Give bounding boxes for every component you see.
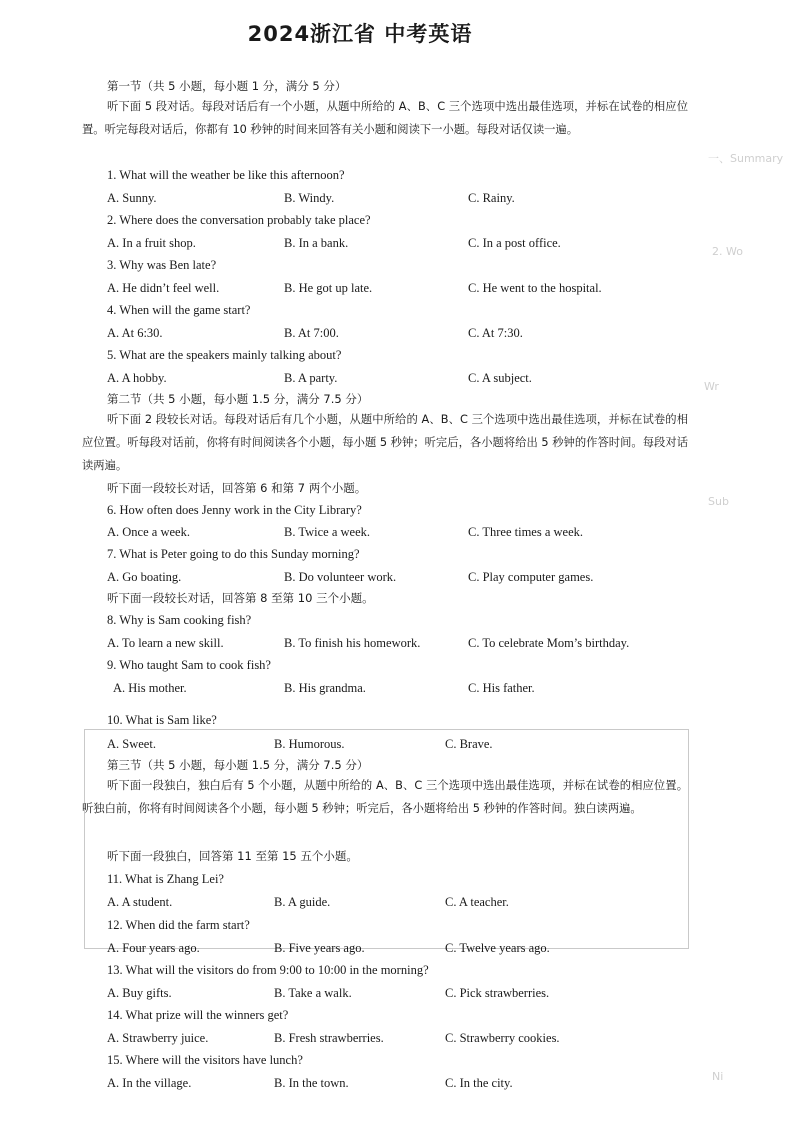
options-7 xyxy=(107,569,707,585)
option-b: B. Do volunteer work. xyxy=(284,570,397,584)
option-a: A. A hobby. xyxy=(107,371,167,385)
option-a: A. Go boating. xyxy=(107,570,182,584)
section-1-instruction: 听下面 5 段对话。每段对话后有一个小题，从题中所给的 A、B、C 三个选项中选出最佳选项，并标在试卷的相应位置。听完每段对话后，你都有 10 秒钟的时间来回答有关小题和阅读下一小题。每段对话仅读一遍。 xyxy=(82,100,688,136)
option-c: C. Strawberry cookies. xyxy=(445,1031,560,1045)
section-3-instruction: 听下面一段独白，独白后有 5 个小题，从题中所给的 A、B、C 三个选项中选出最佳选项，并标在试卷的相应位置。听独白前，你将有时间阅读各个小题，每小题 5 秒钟；听完后，各小题将给出 5 秒钟的作答时间。独白读两遍。 xyxy=(82,779,688,815)
options-14 xyxy=(107,1030,707,1046)
options-5 xyxy=(107,370,707,386)
option-b: B. A guide. xyxy=(274,895,331,909)
section-2-sub-1: 听下面一段较长对话，回答第 6 和第 7 两个小题。 xyxy=(107,481,367,495)
question-5: 5. What are the speakers mainly talking about? xyxy=(107,348,342,362)
section-3-sub-1: 听下面一段独白，回答第 11 至第 15 五个小题。 xyxy=(107,849,358,863)
options-15 xyxy=(107,1075,707,1091)
section-1-header: 第一节（共 5 小题，每小题 1 分，满分 5 分） xyxy=(107,79,347,93)
option-a: A. At 6:30. xyxy=(107,326,163,340)
options-11 xyxy=(107,894,707,910)
option-b: B. A party. xyxy=(284,371,338,385)
question-6: 6. How often does Jenny work in the City Library? xyxy=(107,503,362,517)
option-a: A. To learn a new skill. xyxy=(107,636,224,650)
bleed-through-marks: Sub xyxy=(708,495,729,508)
option-b: B. His grandma. xyxy=(284,681,366,695)
options-8 xyxy=(107,635,707,651)
options-4 xyxy=(107,325,707,341)
question-4: 4. When will the game start? xyxy=(107,303,251,317)
option-c: C. In the city. xyxy=(445,1076,513,1090)
option-a: A. Four years ago. xyxy=(107,941,200,955)
option-a: A. Sunny. xyxy=(107,191,157,205)
bleed-through-marks: Ni xyxy=(712,1070,724,1083)
option-c: C. His father. xyxy=(468,681,535,695)
option-c: C. Play computer games. xyxy=(468,570,594,584)
question-2: 2. Where does the conversation probably take place? xyxy=(107,213,371,227)
option-b: B. Take a walk. xyxy=(274,986,352,1000)
options-12 xyxy=(107,940,707,956)
options-13 xyxy=(107,985,707,1001)
option-c: C. Brave. xyxy=(445,737,493,751)
option-c: C. A subject. xyxy=(468,371,532,385)
option-a: A. His mother. xyxy=(113,681,187,695)
option-c: C. Rainy. xyxy=(468,191,515,205)
option-b: B. Windy. xyxy=(284,191,335,205)
option-b: B. To finish his homework. xyxy=(284,636,421,650)
option-c: C. Pick strawberries. xyxy=(445,986,550,1000)
option-c: C. Twelve years ago. xyxy=(445,941,550,955)
options-1 xyxy=(107,190,707,206)
bleed-through-marks: 一、Summary xyxy=(708,152,784,165)
section-2-header: 第二节（共 5 小题，每小题 1.5 分，满分 7.5 分） xyxy=(107,392,369,406)
section-2-sub-2: 听下面一段较长对话，回答第 8 至第 10 三个小题。 xyxy=(107,591,374,605)
option-a: A. He didn’t feel well. xyxy=(107,281,220,295)
option-a: A. In a fruit shop. xyxy=(107,236,196,250)
option-a: A. Buy gifts. xyxy=(107,986,172,1000)
question-13: 13. What will the visitors do from 9:00 to 10:00 in the morning? xyxy=(107,963,429,977)
option-a: A. A student. xyxy=(107,895,173,909)
page-title: 2024浙江省 中考英语 xyxy=(247,22,473,46)
option-a: A. Once a week. xyxy=(107,525,190,539)
bleed-through-marks: 2. Wo xyxy=(712,245,743,258)
options-6 xyxy=(107,524,707,540)
question-10: 10. What is Sam like? xyxy=(107,713,217,727)
options-10 xyxy=(107,736,707,752)
section-3-header: 第三节（共 5 小题，每小题 1.5 分，满分 7.5 分） xyxy=(107,758,369,772)
option-c: C. At 7:30. xyxy=(468,326,523,340)
question-8: 8. Why is Sam cooking fish? xyxy=(107,613,252,627)
option-b: B. Twice a week. xyxy=(284,525,371,539)
question-11: 11. What is Zhang Lei? xyxy=(107,872,224,886)
question-12: 12. When did the farm start? xyxy=(107,918,250,932)
question-7: 7. What is Peter going to do this Sunday morning? xyxy=(107,547,360,561)
section-2-instruction: 听下面 2 段较长对话。每段对话后有几个小题，从题中所给的 A、B、C 三个选项中选出最佳选项，并标在试卷的相应位置。听每段对话前，你将有时间阅读各个小题，每小题 5 秒钟；听完后，各小题将给出 5 秒钟的作答时间。每段对话读两遍。 xyxy=(82,413,688,472)
question-9: 9. Who taught Sam to cook fish? xyxy=(107,658,271,672)
options-9 xyxy=(107,680,707,696)
option-b: B. Humorous. xyxy=(274,737,345,751)
option-c: C. He went to the hospital. xyxy=(468,281,602,295)
option-a: A. Strawberry juice. xyxy=(107,1031,209,1045)
question-3: 3. Why was Ben late? xyxy=(107,258,217,272)
option-b: B. Five years ago. xyxy=(274,941,365,955)
option-b: B. He got up late. xyxy=(284,281,373,295)
option-c: C. In a post office. xyxy=(468,236,561,250)
options-3 xyxy=(107,280,707,296)
option-c: C. To celebrate Mom’s birthday. xyxy=(468,636,630,650)
option-b: B. At 7:00. xyxy=(284,326,339,340)
question-15: 15. Where will the visitors have lunch? xyxy=(107,1053,303,1067)
option-a: A. Sweet. xyxy=(107,737,156,751)
options-2 xyxy=(107,235,707,251)
option-c: C. A teacher. xyxy=(445,895,509,909)
option-b: B. In a bank. xyxy=(284,236,349,250)
option-c: C. Three times a week. xyxy=(468,525,584,539)
question-1: 1. What will the weather be like this afternoon? xyxy=(107,168,345,182)
bleed-through-marks: Wr xyxy=(704,380,719,393)
option-b: B. Fresh strawberries. xyxy=(274,1031,384,1045)
option-b: B. In the town. xyxy=(274,1076,349,1090)
option-a: A. In the village. xyxy=(107,1076,192,1090)
question-14: 14. What prize will the winners get? xyxy=(107,1008,289,1022)
